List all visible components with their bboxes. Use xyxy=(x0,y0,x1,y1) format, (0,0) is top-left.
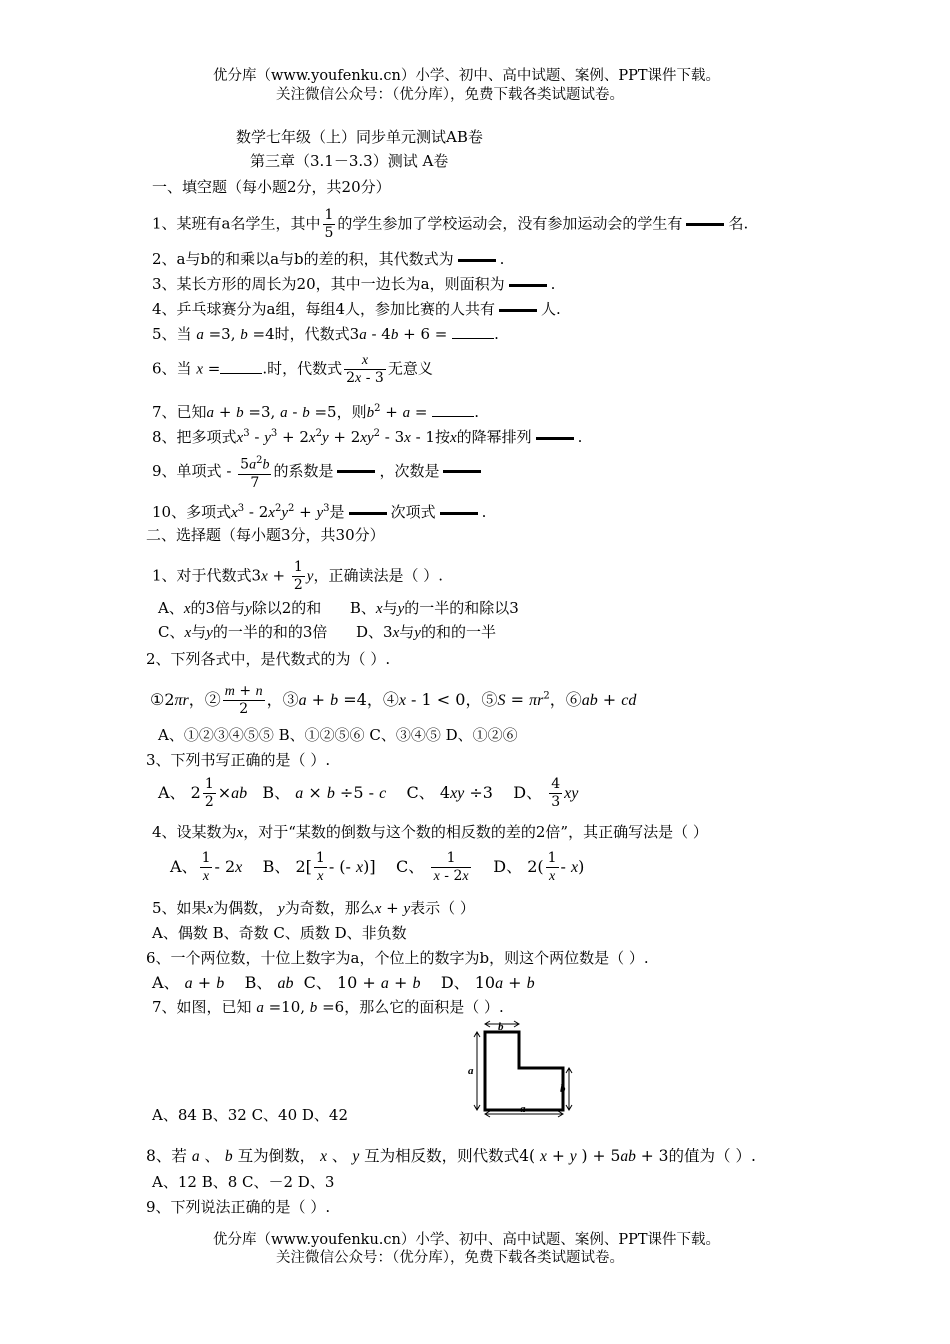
figure-label-b-top: b xyxy=(498,1021,504,1033)
choice-question-5: 5、如果x为偶数， y为奇数，那么x + y表示（ ） xyxy=(152,899,475,917)
choice-question-6: 6、一个两位数，十位上数字为a，个位上的数字为b，则这个两位数是（ ）. xyxy=(146,949,649,967)
l-shape-figure xyxy=(465,1018,575,1118)
choice-5-options: A、偶数 B、奇数 C、质数 D、非负数 xyxy=(152,924,407,942)
footer-line-2: 关注微信公众号：（优分库），免费下载各类试题试卷。 xyxy=(276,1250,624,1266)
page-title: 数学七年级（上）同步单元测试AB卷 xyxy=(236,128,483,146)
choice-7-options: A、84 B、32 C、40 D、42 xyxy=(152,1106,349,1124)
fill-question-10: 10、多项式$x^3 - 2x^2y^2 + y^3$是 次项式 . xyxy=(152,503,487,521)
choice-1-options-row-1: A、x的3倍与y除以2的和 B、x与y的一半的和除以3 xyxy=(158,599,519,617)
fill-question-8: 8、把多项式$x^3 - y^3 + 2x^2y + 2xy^2 - 3x - 1$按x的降幂排列 . xyxy=(152,428,583,446)
choice-1-options-row-2: C、x与y的一半的和的3倍 D、3x与y的和的一半 xyxy=(158,623,496,641)
figure-label-a-left: a xyxy=(468,1065,474,1077)
section-choice-heading: 二、选择题（每小题3分，共30分） xyxy=(146,526,385,544)
section-fill-heading: 一、填空题（每小题2分，共20分） xyxy=(152,178,391,196)
choice-2-options: A、①②③④⑤⑤ B、①②⑤⑥ C、③④⑤ D、①②⑥ xyxy=(158,726,518,744)
choice-8-options: A、12 B、8 C、－2 D、3 xyxy=(152,1173,335,1191)
fill-question-3: 3、某长方形的周长为20，其中一边长为a，则面积为 . xyxy=(152,275,556,293)
choice-question-4: 4、设某数为x，对于“某数的倒数与这个数的相反数的差的2倍”，其正确写法是（ ） xyxy=(152,823,708,841)
choice-question-3: 3、下列书写正确的是（ ）. xyxy=(146,751,331,769)
header-line-1: 优分库（www.youfenku.cn）小学、初中、高中试题、案例、PPT课件下载。 xyxy=(213,68,721,84)
fill-question-4: 4、乒乓球赛分为a组，每组4人，参加比赛的人共有 人. xyxy=(152,300,561,318)
choice-3-options: A、 2 $\frac{1}{2}$ ×ab B、 a × b ÷5 - c C、 4xy ÷3 D、 $\frac{4}{3}$ xy xyxy=(158,776,579,810)
choice-question-1: 1、对于代数式3x + $\frac{1}{2}$ y，正确读法是（ ）. xyxy=(152,559,444,593)
page-subtitle: 第三章（3.1－3.3）测试 A卷 xyxy=(250,152,449,170)
choice-6-options: A、 a + b B、 ab C、 10 + a + b D、 10a + b xyxy=(152,973,535,992)
footer-line-1: 优分库（www.youfenku.cn）小学、初中、高中试题、案例、PPT课件下载。 xyxy=(213,1232,721,1248)
fill-question-9: 9、单项式 - $\frac{5a^2b}{7}$ 的系数是 ，次数是 xyxy=(152,452,485,492)
fill-question-7: 7、已知a + b =3, a - b =5，则$b^2 + a$ = . xyxy=(152,403,479,421)
fill-question-1: 1、某班有a名学生，其中 $\frac{1}{5}$ 的学生参加了学校运动会，没有参加运动会的学生有 名. xyxy=(152,207,749,241)
choice-question-9: 9、下列说法正确的是（ ）. xyxy=(146,1198,331,1216)
fill-question-6: 6、当 x = .时，代数式 $\frac{x}{2x - 3}$ 无意义 xyxy=(152,353,433,386)
figure-label-b-right: b xyxy=(560,1083,566,1095)
figure-label-a-bottom: a xyxy=(520,1103,526,1115)
choice-4-options: A、 $\frac{1}{x}$ - 2x B、 2[ $\frac{1}{x}$ - (- x)] C、 $\frac{1}{x - 2x}$ D、 2( $\frac{1}{x}$ - x) xyxy=(170,850,585,884)
fill-question-2: 2、a与b的和乘以a与b的差的积，其代数式为 . xyxy=(152,250,505,268)
choice-2-expressions: ①2πr，② $\frac{m + n}{2}$ ，③a + b =4，④x - 1 < 0，⑤S = $\pi r^2$，⑥ab + cd xyxy=(150,683,637,717)
choice-question-7: 7、如图，已知 a =10, b =6，那么它的面积是（ ）. xyxy=(152,998,504,1016)
header-line-2: 关注微信公众号：（优分库），免费下载各类试题试卷。 xyxy=(276,87,624,103)
fraction: $\frac{1}{5}$ xyxy=(324,207,334,241)
choice-question-8: 8、若 a 、 b 互为倒数， x 、 y 互为相反数，则代数式4( x + y ) + 5ab + 3的值为（ ）. xyxy=(146,1147,756,1165)
choice-question-2: 2、下列各式中，是代数式的为（ ）. xyxy=(146,650,391,668)
fill-question-5: 5、当 a =3, b =4时，代数式3a - 4b + 6 = . xyxy=(152,325,499,343)
